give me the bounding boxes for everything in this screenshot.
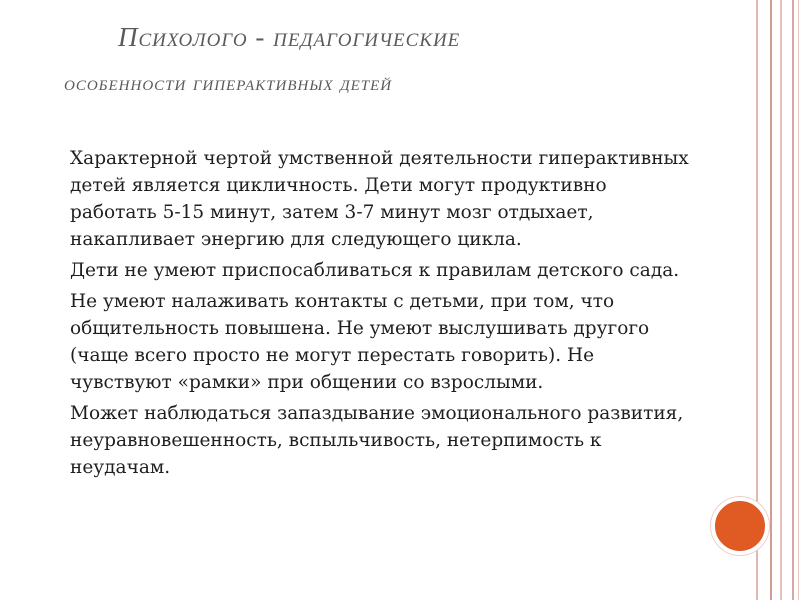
bullet-text: Не умеют налаживать контакты с детьми, при том, что общительность повышена. Не умеют выслушивать другого (чаще всего просто не могут перестать говорить). Не чувствуют «рамки» при общении со взрослыми. (70, 291, 650, 393)
bullet-text: Характерной чертой умственной деятельности гиперактивных детей является цикличность. Дети могут продуктивно работать 5-15 минут, затем 3-7 минут мозг отдыхает, накапливает энергию для следующего цикла. (70, 148, 689, 250)
frame-line (792, 0, 794, 600)
frame-line (780, 0, 782, 600)
slide-content (40, 145, 690, 485)
bullet-list (40, 145, 690, 481)
frame-line (770, 0, 772, 600)
slide-title-line-1: Психолого - педагогические (118, 22, 461, 52)
bullet-text: Дети не умеют приспосабливаться к правилам детского сада. (70, 260, 680, 281)
frame-line (798, 0, 799, 600)
slide-title-line-2: особенности гиперактивных детей (64, 70, 393, 95)
orange-circle-icon (711, 497, 769, 555)
bullet-text: Может наблюдаться запаздывание эмоционального развития, неуравновешенность, вспыльчивость, нетерпимость к неудачам. (70, 403, 684, 478)
bullet-item (40, 145, 690, 253)
bullet-item (40, 288, 690, 396)
bullet-item (40, 400, 690, 481)
bullet-item (40, 257, 690, 284)
